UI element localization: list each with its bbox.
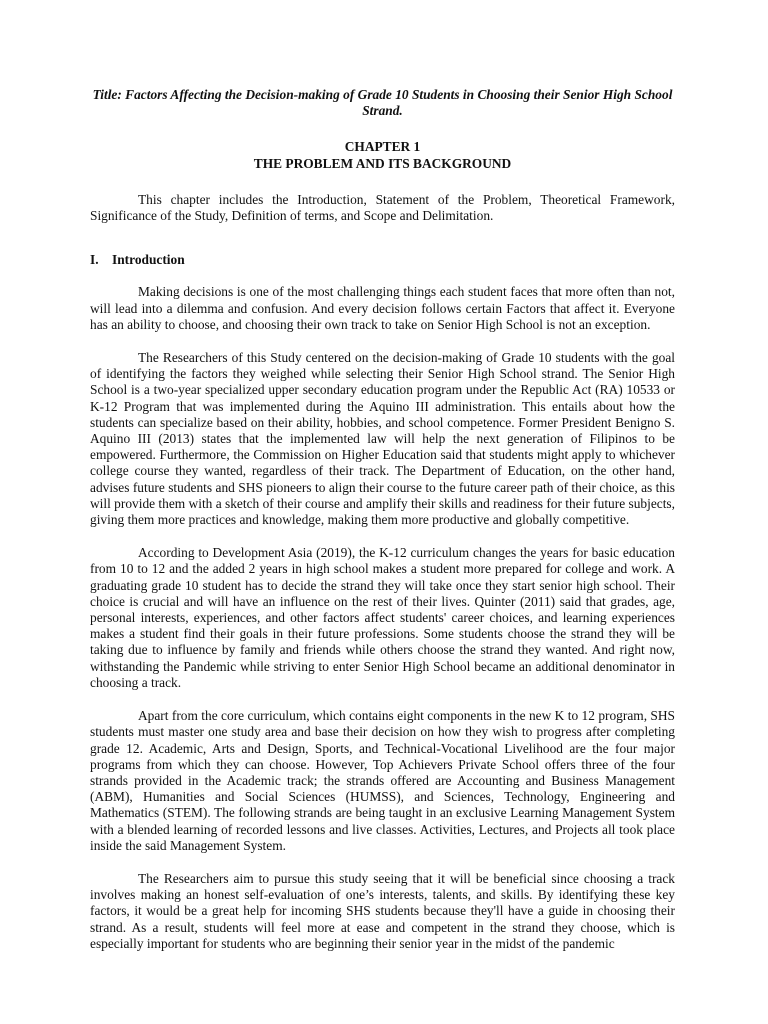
chapter-title: THE PROBLEM AND ITS BACKGROUND — [253, 155, 512, 171]
section-number: I. — [90, 252, 99, 268]
body-paragraph: The Researchers aim to pursue this study seeing that it will be beneficial since choosing a track involves making an honest self-evaluation of one’s interests, talents, and skills. By identifying these key factors, it would be a great help for incoming SHS students because they'll have a guide in choosing their strand. As a result, students will feel more at ease and competent in the strand they choose, which is especially important for students who are beginning their senior year in the midst of the pandemic — [90, 870, 675, 951]
body-paragraph: The Researchers of this Study centered on the decision-making of Grade 10 students with the goal of identifying the factors they weighed while selecting their Senior High School strand. The Senior High School is a two-year specialized upper secondary education program under the Republic Act (RA) 10533 or K-12 Program that was implemented during the Aquino III administration. This entails about how the students can specialize based on their ability, hobbies, and school competence. Former President Benigno S. Aquino III (2013) states that the implemented law will help the next generation of Filipinos to be empowered. Furthermore, the Commission on Higher Education said that students might apply to whichever college course they wanted, regardless of their track. The Department of Education, on the other hand, advises future students and SHS pioneers to align their course to the future career path of their choice, as this will provide them with a sketch of their course and amplify their skills and readiness for their future subjects, giving them more practices and knowledge, making them more productive and globally competitive. — [90, 350, 675, 528]
section-heading — [90, 252, 675, 268]
section-title: Introduction — [112, 252, 185, 268]
chapter-heading — [90, 139, 675, 171]
document-title: Title: Factors Affecting the Decision-making of Grade 10 Students in Choosing their Senior High School Strand. — [92, 87, 673, 119]
body-paragraph: Making decisions is one of the most challenging things each student faces that more often than not, will lead into a dilemma and confusion. And every decision follows certain Factors that affect it. Everyone has an ability to choose, and choosing their own track to take on Senior High School is not an exception. — [90, 284, 675, 332]
document-page — [90, 87, 675, 969]
body-paragraph: Apart from the core curriculum, which contains eight components in the new K to 12 program, SHS students must master one study area and base their decision on how they wish to progress after completing grade 12. Academic, Arts and Design, Sports, and Technical-Vocational Livelihood are the four major programs from which they can choose. However, Top Achievers Private School offers three of the four strands provided in the Academic track; the strands offered are Accounting and Business Management (ABM), Humanities and Social Sciences (HUMSS), and Sciences, Technology, Engineering and Mathematics (STEM). The following strands are being taught in an exclusive Learning Management System with a blended learning of recorded lessons and live classes. Activities, Lectures, and Projects all took place inside the said Management System. — [90, 708, 675, 853]
chapter-number: CHAPTER 1 — [344, 139, 421, 155]
chapter-intro-paragraph: This chapter includes the Introduction, Statement of the Problem, Theoretical Framework, Significance of the Study, Definition of terms, and Scope and Delimitation. — [90, 191, 675, 224]
body-paragraph: According to Development Asia (2019), the K-12 curriculum changes the years for basic education from 10 to 12 and the added 2 years in high school makes a student more prepared for college and work. A graduating grade 10 student has to decide the strand they will take once they start senior high school. Their choice is crucial and will have an influence on the rest of their lives. Quinter (2011) said that grades, age, personal interests, experiences, and other factors affect students' career choices, and learning experiences makes a student find their goals in their future professions. Some students choose the strand they will be taking due to influence by family and friends while others choose the strand they wanted. And right now, withstanding the Pandemic while striving to enter Senior High School became an additional denominator in choosing a track. — [90, 545, 675, 690]
